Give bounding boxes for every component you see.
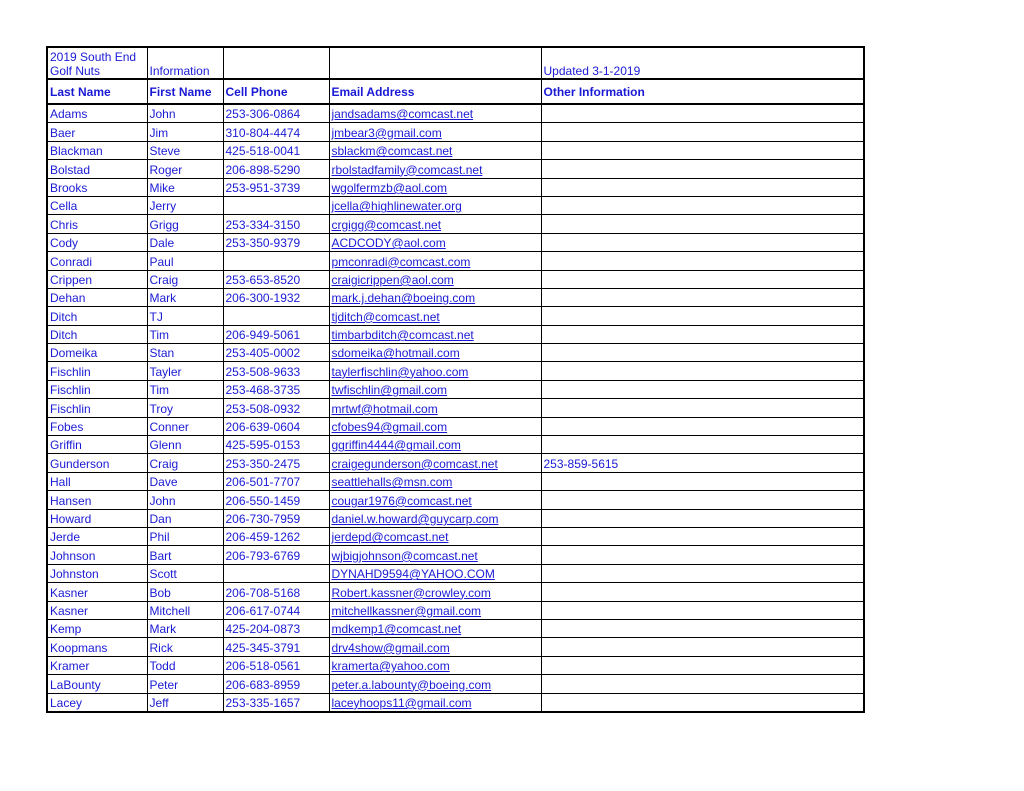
last-name-cell: Crippen: [47, 270, 147, 288]
email-link[interactable]: mrtwf@hotmail.com: [331, 401, 438, 416]
email-address-cell: [329, 380, 541, 398]
other-information-cell: [541, 601, 864, 619]
column-header-email-address: Email Address: [329, 79, 541, 104]
other-information-cell: [541, 693, 864, 712]
table-row: [47, 454, 864, 472]
email-link[interactable]: ACDCODY@aol.com: [331, 236, 446, 251]
first-name-cell: John: [147, 491, 223, 509]
last-name-cell: Adams: [47, 104, 147, 123]
table-row: [47, 564, 864, 582]
cell-phone-cell: 206-550-1459: [223, 491, 329, 509]
email-address-cell: [329, 178, 541, 196]
cell-phone-cell: 253-653-8520: [223, 270, 329, 288]
table-row: [47, 693, 864, 712]
email-link[interactable]: ggriffin4444@gmail.com: [331, 438, 461, 453]
cell-phone-cell: 425-345-3791: [223, 638, 329, 656]
column-header-other-information: Other Information: [541, 79, 864, 104]
email-link[interactable]: Robert.kassner@crowley.com: [331, 585, 491, 600]
first-name-cell: Craig: [147, 454, 223, 472]
cell-phone-cell: 253-405-0002: [223, 344, 329, 362]
cell-phone-cell: 206-518-0561: [223, 656, 329, 674]
last-name-cell: Gunderson: [47, 454, 147, 472]
table-row: [47, 252, 864, 270]
email-address-cell: [329, 288, 541, 306]
table-row: [47, 509, 864, 527]
first-name-cell: Paul: [147, 252, 223, 270]
email-link[interactable]: wjbigjohnson@comcast.net: [331, 548, 478, 563]
cell-phone-cell: 253-508-0932: [223, 399, 329, 417]
first-name-cell: Mark: [147, 288, 223, 306]
last-name-cell: Fischlin: [47, 399, 147, 417]
cell-phone-cell: 206-949-5061: [223, 325, 329, 343]
other-information-cell: [541, 399, 864, 417]
email-address-cell: [329, 160, 541, 178]
email-link[interactable]: tjditch@comcast.net: [331, 309, 440, 324]
cell-phone-cell: 206-617-0744: [223, 601, 329, 619]
first-name-cell: Mark: [147, 619, 223, 637]
email-address-cell: [329, 252, 541, 270]
cell-phone-cell: 253-306-0864: [223, 104, 329, 123]
email-link[interactable]: timbarbditch@comcast.net: [331, 328, 474, 343]
email-address-cell: [329, 141, 541, 159]
email-link[interactable]: seattlehalls@msn.com: [331, 475, 453, 490]
table-row: [47, 307, 864, 325]
email-link[interactable]: laceyhoops11@gmail.com: [331, 695, 472, 710]
cell-phone-cell: 253-508-9633: [223, 362, 329, 380]
email-address-cell: [329, 638, 541, 656]
first-name-cell: Jim: [147, 123, 223, 141]
cell-phone-cell: 253-468-3735: [223, 380, 329, 398]
last-name-cell: Cody: [47, 233, 147, 251]
last-name-cell: Chris: [47, 215, 147, 233]
title-row: [47, 47, 864, 79]
table-row: [47, 619, 864, 637]
email-address-cell: [329, 436, 541, 454]
roster-table: [46, 46, 865, 713]
email-link[interactable]: kramerta@yahoo.com: [331, 659, 450, 674]
cell-phone-cell: 206-459-1262: [223, 527, 329, 545]
other-information-cell: [541, 656, 864, 674]
last-name-cell: Dehan: [47, 288, 147, 306]
title-blank-cell: [223, 47, 329, 79]
other-information-cell: [541, 196, 864, 214]
last-name-cell: Jerde: [47, 527, 147, 545]
email-link[interactable]: mark.j.dehan@boeing.com: [331, 291, 476, 306]
other-information-cell: [541, 417, 864, 435]
email-address-cell: [329, 583, 541, 601]
last-name-cell: Domeika: [47, 344, 147, 362]
other-information-cell: [541, 288, 864, 306]
last-name-cell: Koopmans: [47, 638, 147, 656]
other-information-cell: [541, 325, 864, 343]
email-link[interactable]: craigicrippen@aol.com: [331, 272, 454, 287]
last-name-cell: Ditch: [47, 307, 147, 325]
email-link[interactable]: DYNAHD9594@YAHOO.COM: [331, 567, 495, 582]
last-name-cell: Fischlin: [47, 362, 147, 380]
email-link[interactable]: taylerfischlin@yahoo.com: [331, 364, 469, 379]
cell-phone-cell: 310-804-4474: [223, 123, 329, 141]
first-name-cell: Phil: [147, 527, 223, 545]
cell-phone-cell: 253-350-2475: [223, 454, 329, 472]
email-link[interactable]: drv4show@gmail.com: [331, 640, 450, 655]
email-link[interactable]: sdomeika@hotmail.com: [331, 346, 460, 361]
first-name-cell: Mitchell: [147, 601, 223, 619]
email-address-cell: [329, 215, 541, 233]
last-name-cell: Johnston: [47, 564, 147, 582]
email-address-cell: [329, 693, 541, 712]
email-link[interactable]: mitchellkassner@gmail.com: [331, 603, 482, 618]
other-information-cell: [541, 380, 864, 398]
table-row: [47, 601, 864, 619]
email-link[interactable]: peter.a.labounty@boeing.com: [331, 677, 492, 692]
table-row: [47, 472, 864, 490]
email-link[interactable]: jandsadams@comcast.net: [331, 107, 474, 122]
email-address-cell: [329, 472, 541, 490]
email-address-cell: [329, 491, 541, 509]
table-row: [47, 417, 864, 435]
last-name-cell: LaBounty: [47, 675, 147, 693]
cell-phone-cell: [223, 196, 329, 214]
email-link[interactable]: sblackm@comcast.net: [331, 144, 453, 159]
cell-phone-cell: 425-204-0873: [223, 619, 329, 637]
other-information-cell: [541, 215, 864, 233]
email-address-cell: [329, 104, 541, 123]
cell-phone-cell: 206-501-7707: [223, 472, 329, 490]
last-name-cell: Fobes: [47, 417, 147, 435]
other-information-cell: [541, 104, 864, 123]
other-information-cell: [541, 123, 864, 141]
first-name-cell: Jeff: [147, 693, 223, 712]
table-row: [47, 233, 864, 251]
table-row: [47, 436, 864, 454]
other-information-cell: [541, 546, 864, 564]
email-address-cell: [329, 399, 541, 417]
first-name-cell: Tayler: [147, 362, 223, 380]
table-row: [47, 196, 864, 214]
header-row: [47, 79, 864, 104]
other-information-cell: [541, 362, 864, 380]
cell-phone-cell: 206-708-5168: [223, 583, 329, 601]
table-row: [47, 491, 864, 509]
cell-phone-cell: 253-350-9379: [223, 233, 329, 251]
first-name-cell: Jerry: [147, 196, 223, 214]
table-row: [47, 656, 864, 674]
table-row: [47, 675, 864, 693]
table-row: [47, 546, 864, 564]
table-row: [47, 380, 864, 398]
other-information-cell: [541, 252, 864, 270]
other-information-cell: [541, 491, 864, 509]
email-link[interactable]: rbolstadfamily@comcast.net: [331, 162, 483, 177]
email-address-cell: [329, 417, 541, 435]
table-row: [47, 325, 864, 343]
information-label: Information: [147, 47, 223, 79]
cell-phone-cell: 425-518-0041: [223, 141, 329, 159]
other-information-cell: [541, 583, 864, 601]
email-link[interactable]: twfischlin@gmail.com: [331, 383, 448, 398]
email-link[interactable]: jcella@highlinewater.org: [331, 199, 462, 214]
table-row: [47, 104, 864, 123]
first-name-cell: John: [147, 104, 223, 123]
first-name-cell: TJ: [147, 307, 223, 325]
cell-phone-cell: 206-300-1932: [223, 288, 329, 306]
first-name-cell: Peter: [147, 675, 223, 693]
last-name-cell: Griffin: [47, 436, 147, 454]
email-link[interactable]: jmbear3@gmail.com: [331, 125, 442, 140]
last-name-cell: Blackman: [47, 141, 147, 159]
first-name-cell: Glenn: [147, 436, 223, 454]
email-link[interactable]: jerdepd@comcast.net: [331, 530, 449, 545]
table-row: [47, 270, 864, 288]
last-name-cell: Johnson: [47, 546, 147, 564]
email-address-cell: [329, 454, 541, 472]
other-information-cell: [541, 141, 864, 159]
email-address-cell: [329, 509, 541, 527]
email-link[interactable]: crgigg@comcast.net: [331, 217, 442, 232]
first-name-cell: Stan: [147, 344, 223, 362]
other-information-cell: [541, 233, 864, 251]
cell-phone-cell: 206-898-5290: [223, 160, 329, 178]
last-name-cell: Fischlin: [47, 380, 147, 398]
last-name-cell: Hall: [47, 472, 147, 490]
email-address-cell: [329, 270, 541, 288]
column-header-last-name: Last Name: [47, 79, 147, 104]
table-row: [47, 344, 864, 362]
first-name-cell: Tim: [147, 325, 223, 343]
first-name-cell: Bob: [147, 583, 223, 601]
first-name-cell: Troy: [147, 399, 223, 417]
cell-phone-cell: 206-683-8959: [223, 675, 329, 693]
email-address-cell: [329, 362, 541, 380]
first-name-cell: Craig: [147, 270, 223, 288]
last-name-cell: Lacey: [47, 693, 147, 712]
email-link[interactable]: cougar1976@comcast.net: [331, 493, 472, 508]
cell-phone-cell: [223, 307, 329, 325]
email-link[interactable]: mdkemp1@comcast.net: [331, 622, 462, 637]
other-information-cell: [541, 619, 864, 637]
last-name-cell: Ditch: [47, 325, 147, 343]
email-address-cell: [329, 233, 541, 251]
first-name-cell: Dave: [147, 472, 223, 490]
cell-phone-cell: [223, 252, 329, 270]
email-address-cell: [329, 527, 541, 545]
cell-phone-cell: [223, 564, 329, 582]
other-information-cell: [541, 178, 864, 196]
sheet-title: 2019 South End Golf Nuts: [47, 47, 147, 79]
first-name-cell: Rick: [147, 638, 223, 656]
first-name-cell: Mike: [147, 178, 223, 196]
last-name-cell: Kasner: [47, 583, 147, 601]
email-link[interactable]: pmconradi@comcast.com: [331, 254, 471, 269]
table-row: [47, 178, 864, 196]
cell-phone-cell: 206-639-0604: [223, 417, 329, 435]
cell-phone-cell: 206-793-6769: [223, 546, 329, 564]
cell-phone-cell: 206-730-7959: [223, 509, 329, 527]
first-name-cell: Dale: [147, 233, 223, 251]
email-link[interactable]: cfobes94@gmail.com: [331, 420, 448, 435]
email-address-cell: [329, 619, 541, 637]
first-name-cell: Roger: [147, 160, 223, 178]
last-name-cell: Kemp: [47, 619, 147, 637]
other-information-cell: 253-859-5615: [541, 454, 864, 472]
email-address-cell: [329, 307, 541, 325]
table-row: [47, 141, 864, 159]
updated-date: Updated 3-1-2019: [541, 47, 864, 79]
email-address-cell: [329, 196, 541, 214]
first-name-cell: Scott: [147, 564, 223, 582]
table-row: [47, 123, 864, 141]
other-information-cell: [541, 564, 864, 582]
roster-body: [47, 47, 864, 712]
first-name-cell: Grigg: [147, 215, 223, 233]
email-address-cell: [329, 344, 541, 362]
table-row: [47, 527, 864, 545]
email-link[interactable]: daniel.w.howard@guycarp.com: [331, 511, 499, 526]
last-name-cell: Bolstad: [47, 160, 147, 178]
other-information-cell: [541, 307, 864, 325]
cell-phone-cell: 253-334-3150: [223, 215, 329, 233]
other-information-cell: [541, 638, 864, 656]
last-name-cell: Kramer: [47, 656, 147, 674]
cell-phone-cell: 253-951-3739: [223, 178, 329, 196]
other-information-cell: [541, 675, 864, 693]
table-row: [47, 215, 864, 233]
other-information-cell: [541, 270, 864, 288]
last-name-cell: Howard: [47, 509, 147, 527]
last-name-cell: Kasner: [47, 601, 147, 619]
first-name-cell: Dan: [147, 509, 223, 527]
email-address-cell: [329, 546, 541, 564]
first-name-cell: Tim: [147, 380, 223, 398]
email-address-cell: [329, 123, 541, 141]
email-address-cell: [329, 656, 541, 674]
cell-phone-cell: 253-335-1657: [223, 693, 329, 712]
email-address-cell: [329, 601, 541, 619]
other-information-cell: [541, 436, 864, 454]
first-name-cell: Conner: [147, 417, 223, 435]
other-information-cell: [541, 160, 864, 178]
first-name-cell: Steve: [147, 141, 223, 159]
last-name-cell: Baer: [47, 123, 147, 141]
email-address-cell: [329, 325, 541, 343]
email-address-cell: [329, 675, 541, 693]
table-row: [47, 160, 864, 178]
table-row: [47, 399, 864, 417]
table-row: [47, 638, 864, 656]
column-header-cell-phone: Cell Phone: [223, 79, 329, 104]
table-row: [47, 583, 864, 601]
email-address-cell: [329, 564, 541, 582]
other-information-cell: [541, 472, 864, 490]
cell-phone-cell: 425-595-0153: [223, 436, 329, 454]
last-name-cell: Cella: [47, 196, 147, 214]
other-information-cell: [541, 509, 864, 527]
table-row: [47, 362, 864, 380]
last-name-cell: Brooks: [47, 178, 147, 196]
first-name-cell: Bart: [147, 546, 223, 564]
email-link[interactable]: wgolfermzb@aol.com: [331, 180, 448, 195]
table-row: [47, 288, 864, 306]
other-information-cell: [541, 527, 864, 545]
last-name-cell: Hansen: [47, 491, 147, 509]
title-blank-cell: [329, 47, 541, 79]
email-link[interactable]: craigegunderson@comcast.net: [331, 456, 498, 471]
last-name-cell: Conradi: [47, 252, 147, 270]
column-header-first-name: First Name: [147, 79, 223, 104]
other-information-cell: [541, 344, 864, 362]
first-name-cell: Todd: [147, 656, 223, 674]
